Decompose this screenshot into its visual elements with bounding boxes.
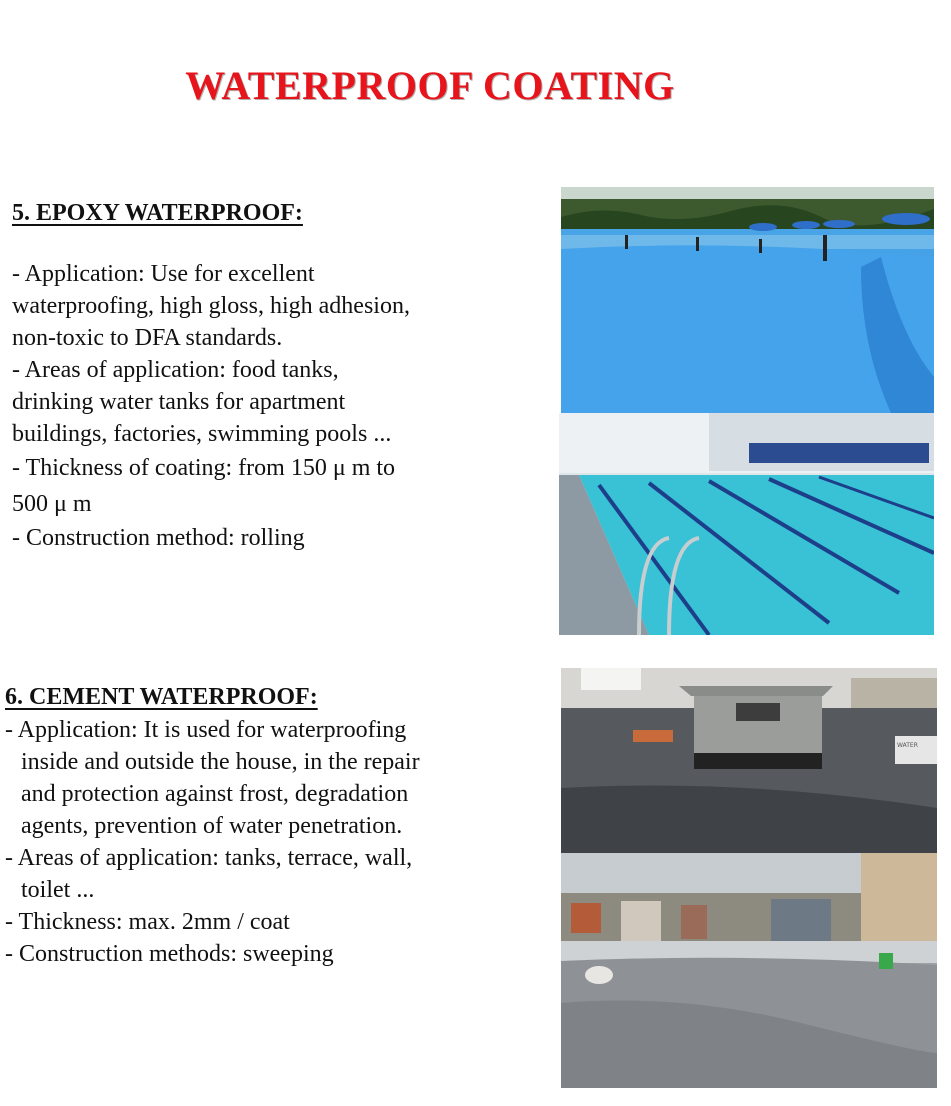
cement-line: toilet ... xyxy=(21,877,95,903)
cement-line: and protection against frost, degradation xyxy=(21,781,409,807)
cement-line: inside and outside the house, in the repair xyxy=(21,749,420,775)
epoxy-line: - Construction method: rolling xyxy=(12,525,305,551)
cement-line: - Areas of application: tanks, terrace, wall, xyxy=(5,845,413,871)
section-body-cement xyxy=(5,714,420,970)
epoxy-line: waterproofing, high gloss, high adhesion, xyxy=(12,293,410,319)
epoxy-line: - Application: Use for excellent xyxy=(12,261,315,287)
cement-line: - Construction methods: sweeping xyxy=(5,941,334,967)
outdoor-pool-photo xyxy=(561,187,934,413)
water-sign-text: WATER xyxy=(897,742,918,749)
page-title: WATERPROOF COATING xyxy=(185,63,675,108)
epoxy-line: - Areas of application: food tanks, xyxy=(12,357,339,383)
epoxy-line: - Thickness of coating: from 150 μ m to xyxy=(12,455,396,481)
section-heading-epoxy: 5. EPOXY WATERPROOF: xyxy=(12,200,303,226)
indoor-pool-photo xyxy=(559,413,934,635)
epoxy-line: buildings, factories, swimming pools ... xyxy=(12,421,392,447)
section-body-epoxy xyxy=(12,258,410,554)
epoxy-line: drinking water tanks for apartment xyxy=(12,389,346,415)
cement-line: agents, prevention of water penetration. xyxy=(21,813,403,839)
cement-line: - Thickness: max. 2mm / coat xyxy=(5,909,290,935)
epoxy-line: non-toxic to DFA standards. xyxy=(12,325,283,351)
rooftop-photo xyxy=(561,668,937,853)
section-heading-cement: 6. CEMENT WATERPROOF: xyxy=(5,684,318,710)
cement-line: - Application: It is used for waterproofing xyxy=(5,717,407,743)
terrace-photo xyxy=(561,853,937,1088)
epoxy-line: 500 μ m xyxy=(12,491,92,517)
